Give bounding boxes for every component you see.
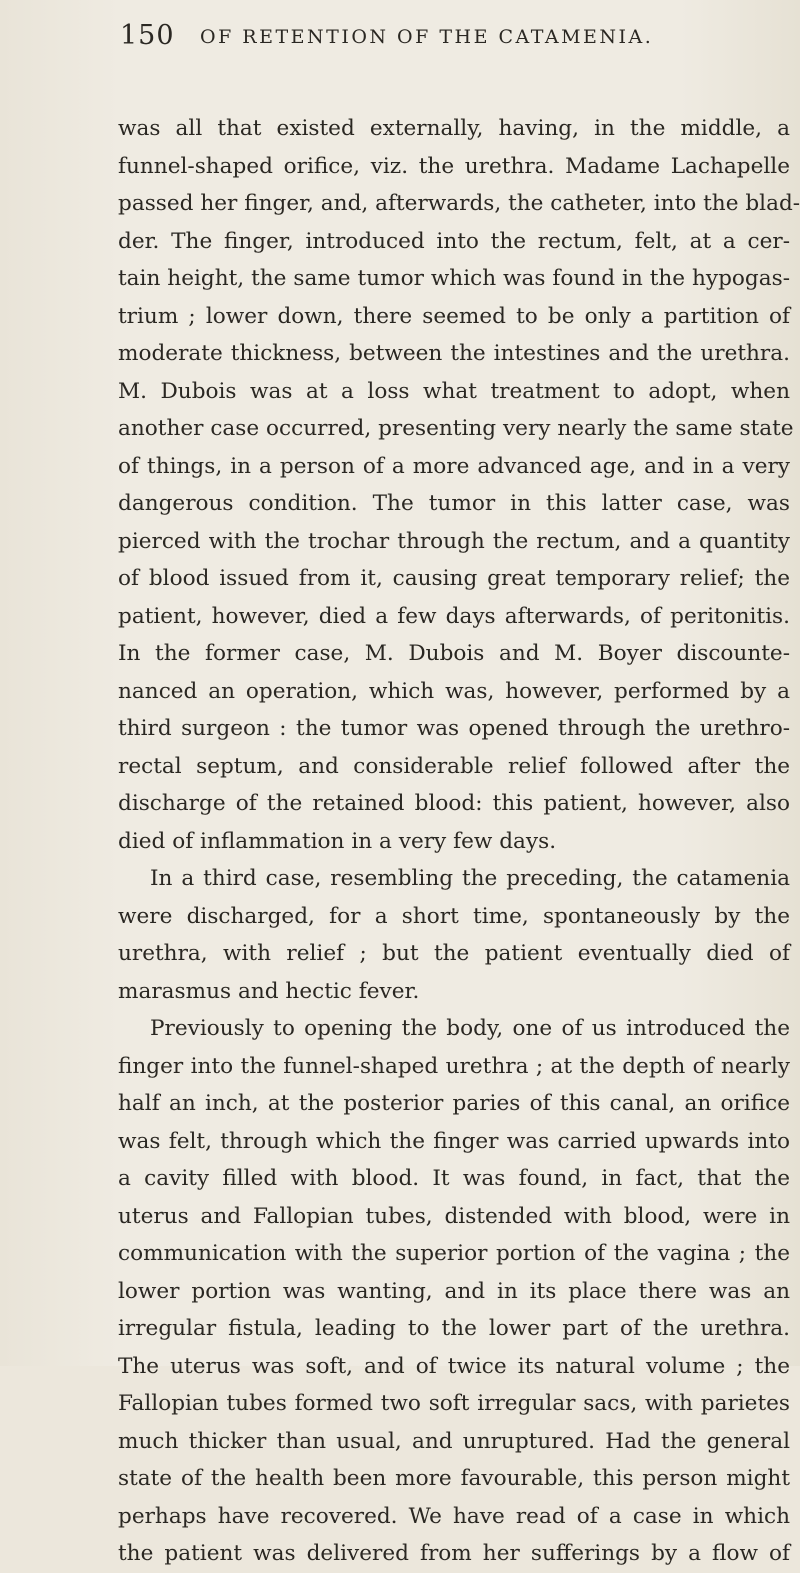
text-line: Fallopian tubes formed two soft irregular sacs, with parietes	[118, 1391, 790, 1416]
text-line: was felt, through which the finger was carried upwards into	[118, 1128, 790, 1154]
text-line: finger into the funnel-shaped urethra ; at the depth of nearly	[118, 1053, 790, 1079]
text-line: irregular fistula, leading to the lower part of the urethra.	[118, 1316, 790, 1341]
text-line: was all that existed externally, having, in the middle, a	[118, 116, 790, 141]
text-line: The uterus was soft, and of twice its natural volume ; the	[118, 1353, 790, 1379]
text-line: state of the health been more favourable, this person might	[118, 1466, 790, 1491]
text-line: patient, however, died a few days afterwards, of peritonitis.	[118, 603, 790, 629]
text-line: communication with the superior portion of the vagina ; the	[118, 1241, 790, 1266]
running-head	[0, 14, 800, 64]
text-line: der. The finger, introduced into the rectum, felt, at a cer-	[118, 228, 790, 254]
text-line: Previously to opening the body, one of us introduced the	[150, 1016, 790, 1041]
text-line: a cavity filled with blood. It was found, in fact, that the	[118, 1166, 790, 1191]
text-line: the patient was delivered from her sufferings by a flow of	[118, 1541, 790, 1566]
page-number: 150	[120, 20, 175, 51]
text-line: another case occurred, presenting very nearly the same state	[118, 416, 794, 441]
text-line: urethra, with relief ; but the patient eventually died of	[118, 941, 790, 966]
text-line: lower portion was wanting, and in its place there was an	[118, 1278, 790, 1304]
text-line: uterus and Fallopian tubes, distended with blood, were in	[118, 1203, 790, 1229]
text-line: nanced an operation, which was, however, performed by a	[118, 678, 790, 704]
text-line: discharge of the retained blood: this patient, however, also	[118, 791, 790, 816]
text-line: perhaps have recovered. We have read of a case in which	[118, 1503, 790, 1529]
text-line: funnel-shaped orifice, viz. the urethra. Madame Lachapelle	[118, 153, 790, 179]
text-line: dangerous condition. The tumor in this latter case, was	[118, 491, 790, 516]
text-line: M. Dubois was at a loss what treatment to adopt, when	[118, 378, 790, 404]
text-line: In a third case, resembling the preceding, the catamenia	[150, 866, 790, 891]
text-line: half an inch, at the posterior paries of this canal, an orifice	[118, 1091, 790, 1116]
text-line: died of inflammation in a very few days.	[118, 828, 557, 854]
text-line: passed her finger, and, afterwards, the catheter, into the blad-	[118, 191, 800, 216]
text-line: rectal septum, and considerable relief followed after the	[118, 753, 790, 779]
text-line: pierced with the trochar through the rectum, and a quantity	[118, 528, 790, 554]
text-line: of things, in a person of a more advanced age, and in a very	[118, 453, 790, 479]
text-line: tain height, the same tumor which was found in the hypogas-	[118, 266, 790, 291]
running-title: OF RETENTION OF THE CATAMENIA.	[200, 26, 654, 48]
text-line: third surgeon : the tumor was opened through the urethro-	[118, 716, 790, 741]
text-line: of blood issued from it, causing great temporary relief; the	[118, 566, 790, 591]
text-line: marasmus and hectic fever.	[118, 978, 420, 1004]
body-text	[118, 110, 800, 1573]
text-line: moderate thickness, between the intestines and the urethra.	[118, 341, 790, 366]
text-line: much thicker than usual, and unruptured. Had the general	[118, 1428, 790, 1454]
text-line: trium ; lower down, there seemed to be only a partition of	[118, 303, 790, 329]
text-line: were discharged, for a short time, spontaneously by the	[118, 903, 790, 929]
text-line: In the former case, M. Dubois and M. Boyer discounte-	[118, 641, 790, 666]
